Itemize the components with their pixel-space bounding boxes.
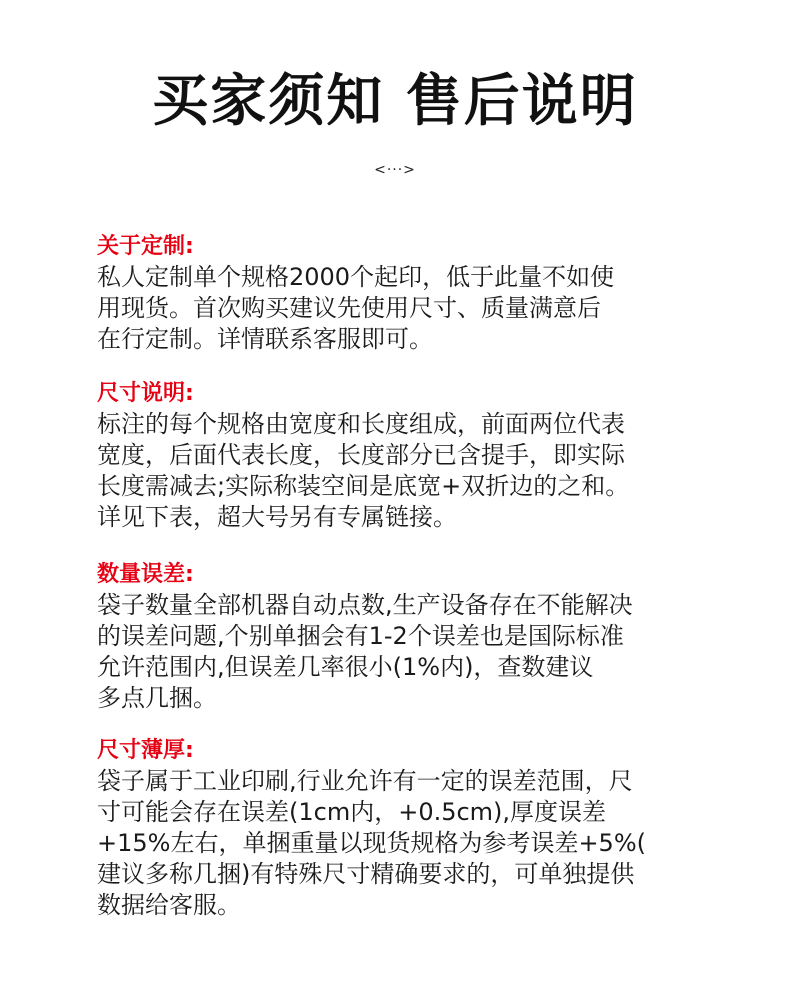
decorative-ornament: <···>	[374, 162, 416, 178]
section-heading: 关于定制:	[97, 234, 194, 259]
body-line: 允许范围内,但误差几率很小(1%内)，查数建议	[97, 653, 594, 681]
section-quantity-tolerance	[97, 560, 707, 714]
body-line: 私人定制单个规格2000个起印，低于此量不如使	[97, 263, 615, 291]
section-body	[97, 766, 707, 921]
body-line: 用现货。首次购买建议先使用尺寸、质量满意后	[97, 294, 601, 322]
body-line: 详见下表，超大号另有专属链接。	[97, 503, 457, 531]
section-body	[97, 409, 707, 533]
page-title: 买家须知 售后说明	[152, 69, 638, 134]
body-line: 建议多称几捆)有特殊尺寸精确要求的，可单独提供	[97, 860, 635, 888]
body-line: +15%左右，单捆重量以现货规格为参考误差+5%(	[97, 829, 646, 857]
body-line: 寸可能会存在误差(1cm内，+0.5cm),厚度误差	[97, 798, 607, 826]
body-line: 长度需减去;实际称装空间是底宽+双折边的之和。	[97, 472, 630, 500]
section-size-explanation	[97, 379, 707, 533]
section-body	[97, 262, 707, 355]
body-line: 袋子属于工业印刷,行业允许有一定的误差范围，尺	[97, 767, 633, 795]
section-size-thickness	[97, 736, 707, 921]
body-line: 袋子数量全部机器自动点数,生产设备存在不能解决	[97, 591, 633, 619]
body-line: 多点几捆。	[97, 684, 217, 712]
section-custom-order	[97, 232, 707, 355]
section-heading: 尺寸薄厚:	[97, 738, 194, 763]
body-line: 数据给客服。	[97, 891, 241, 919]
section-body	[97, 590, 707, 714]
body-line: 宽度，后面代表长度，长度部分已含提手，即实际	[97, 441, 625, 469]
section-heading: 尺寸说明:	[97, 381, 194, 406]
body-line: 标注的每个规格由宽度和长度组成，前面两位代表	[97, 410, 625, 438]
body-line: 的误差问题,个别单捆会有1-2个误差也是国际标准	[97, 622, 624, 650]
section-heading: 数量误差:	[97, 562, 194, 587]
body-line: 在行定制。详情联系客服即可。	[97, 325, 433, 353]
